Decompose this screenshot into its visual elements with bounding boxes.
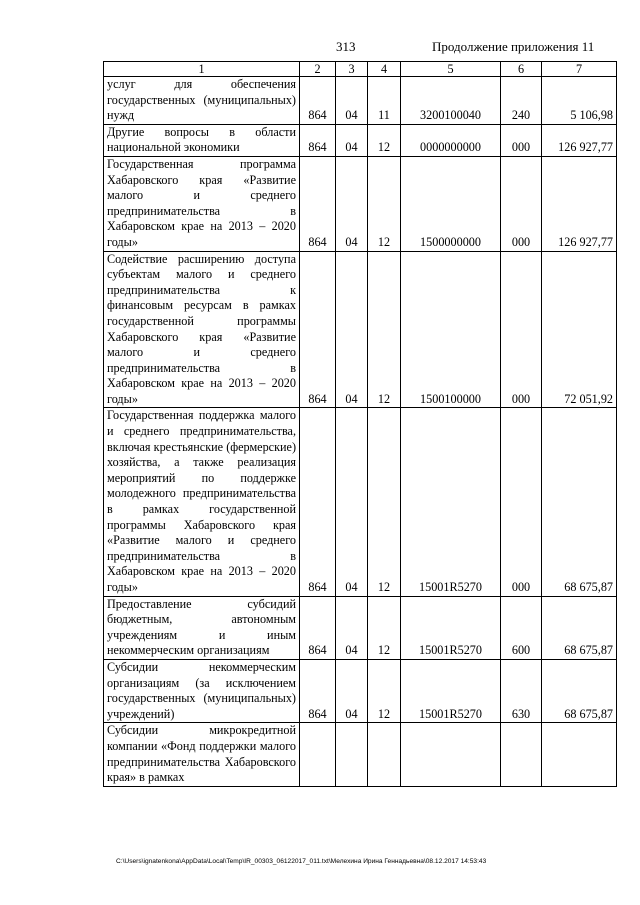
cell-section: 04 — [336, 124, 368, 156]
cell-ministry-code — [300, 723, 336, 786]
column-header: 2 — [300, 62, 336, 77]
appendix-continuation-title: Продолжение приложения 11 — [432, 39, 595, 54]
row-description: Государственная поддержка малого и среднего предпринимательства, включая крестьянские (фермерские) хозяйства, а также реализация мероприятий по поддержке молодежного предпринимательства в рамках государственной программы Хабаровского края «Развитие малого и среднего предпринимательства в Хабаровском крае на 2013 – 2020 годы» — [104, 408, 300, 596]
cell-subsection — [368, 723, 401, 786]
row-description: услуг для обеспечения государственных (муниципальных) нужд — [104, 77, 300, 125]
cell-amount: 68 675,87 — [542, 659, 617, 722]
column-header: 7 — [542, 62, 617, 77]
row-description: Содействие расширению доступа субъектам малого и среднего предпринимательства к финансовым ресурсам в рамках государственной программы Хабаровского края «Развитие малого и среднего предпринимательства в Хабаровском крае на 2013 – 2020 годы» — [104, 251, 300, 408]
cell-expense-type: 000 — [501, 124, 542, 156]
column-header: 3 — [336, 62, 368, 77]
cell-target-article — [401, 723, 501, 786]
table-row — [104, 77, 617, 125]
cell-subsection: 12 — [368, 596, 401, 659]
cell-section: 04 — [336, 596, 368, 659]
cell-amount — [542, 723, 617, 786]
row-description: Государственная программа Хабаровского края «Развитие малого и среднего предпринимательства в Хабаровском крае на 2013 – 2020 годы» — [104, 156, 300, 251]
table-header-row — [104, 62, 617, 77]
cell-target-article: 0000000000 — [401, 124, 501, 156]
table-row — [104, 659, 617, 722]
cell-subsection: 11 — [368, 77, 401, 125]
cell-ministry-code: 864 — [300, 659, 336, 722]
table-row — [104, 723, 617, 786]
table-row — [104, 408, 617, 596]
cell-ministry-code: 864 — [300, 156, 336, 251]
cell-ministry-code: 864 — [300, 408, 336, 596]
footer-file-path: C:\Users\ignatenkona\AppData\Local\Temp\IR_00303_06122017_011.txt\Мелехина Ирина Геннадьевна\08.12.2017 14:53:43 — [116, 858, 487, 865]
cell-expense-type: 000 — [501, 156, 542, 251]
cell-section: 04 — [336, 77, 368, 125]
row-description: Субсидии микрокредитной компании «Фонд поддержки малого предпринимательства Хабаровского края» в рамках — [104, 723, 300, 786]
cell-amount: 5 106,98 — [542, 77, 617, 125]
table-row — [104, 596, 617, 659]
cell-target-article: 15001R5270 — [401, 408, 501, 596]
cell-amount: 126 927,77 — [542, 124, 617, 156]
cell-subsection: 12 — [368, 124, 401, 156]
cell-subsection: 12 — [368, 156, 401, 251]
cell-subsection: 12 — [368, 408, 401, 596]
table-row — [104, 156, 617, 251]
cell-amount: 68 675,87 — [542, 596, 617, 659]
table-row — [104, 251, 617, 408]
column-header: 4 — [368, 62, 401, 77]
cell-section: 04 — [336, 408, 368, 596]
cell-expense-type: 000 — [501, 251, 542, 408]
cell-target-article: 15001R5270 — [401, 659, 501, 722]
cell-section — [336, 723, 368, 786]
cell-amount: 72 051,92 — [542, 251, 617, 408]
cell-subsection: 12 — [368, 659, 401, 722]
cell-ministry-code: 864 — [300, 251, 336, 408]
column-header: 1 — [104, 62, 300, 77]
cell-expense-type: 000 — [501, 408, 542, 596]
cell-ministry-code: 864 — [300, 124, 336, 156]
cell-ministry-code: 864 — [300, 596, 336, 659]
cell-target-article: 15001R5270 — [401, 596, 501, 659]
cell-expense-type — [501, 723, 542, 786]
cell-section: 04 — [336, 156, 368, 251]
column-header: 6 — [501, 62, 542, 77]
row-description: Другие вопросы в области национальной экономики — [104, 124, 300, 156]
cell-ministry-code: 864 — [300, 77, 336, 125]
cell-target-article: 1500000000 — [401, 156, 501, 251]
cell-amount: 126 927,77 — [542, 156, 617, 251]
cell-expense-type: 600 — [501, 596, 542, 659]
table-row — [104, 124, 617, 156]
cell-section: 04 — [336, 251, 368, 408]
cell-section: 04 — [336, 659, 368, 722]
cell-target-article: 1500100000 — [401, 251, 501, 408]
column-header: 5 — [401, 62, 501, 77]
cell-target-article: 3200100040 — [401, 77, 501, 125]
cell-expense-type: 630 — [501, 659, 542, 722]
cell-amount: 68 675,87 — [542, 408, 617, 596]
budget-table — [103, 61, 617, 787]
cell-expense-type: 240 — [501, 77, 542, 125]
row-description: Предоставление субсидий бюджетным, автономным учреждениям и иным некоммерческим организациям — [104, 596, 300, 659]
row-description: Субсидии некоммерческим организациям (за исключением государственных (муниципальных) учреждений) — [104, 659, 300, 722]
cell-subsection: 12 — [368, 251, 401, 408]
page-number: 313 — [336, 39, 356, 54]
